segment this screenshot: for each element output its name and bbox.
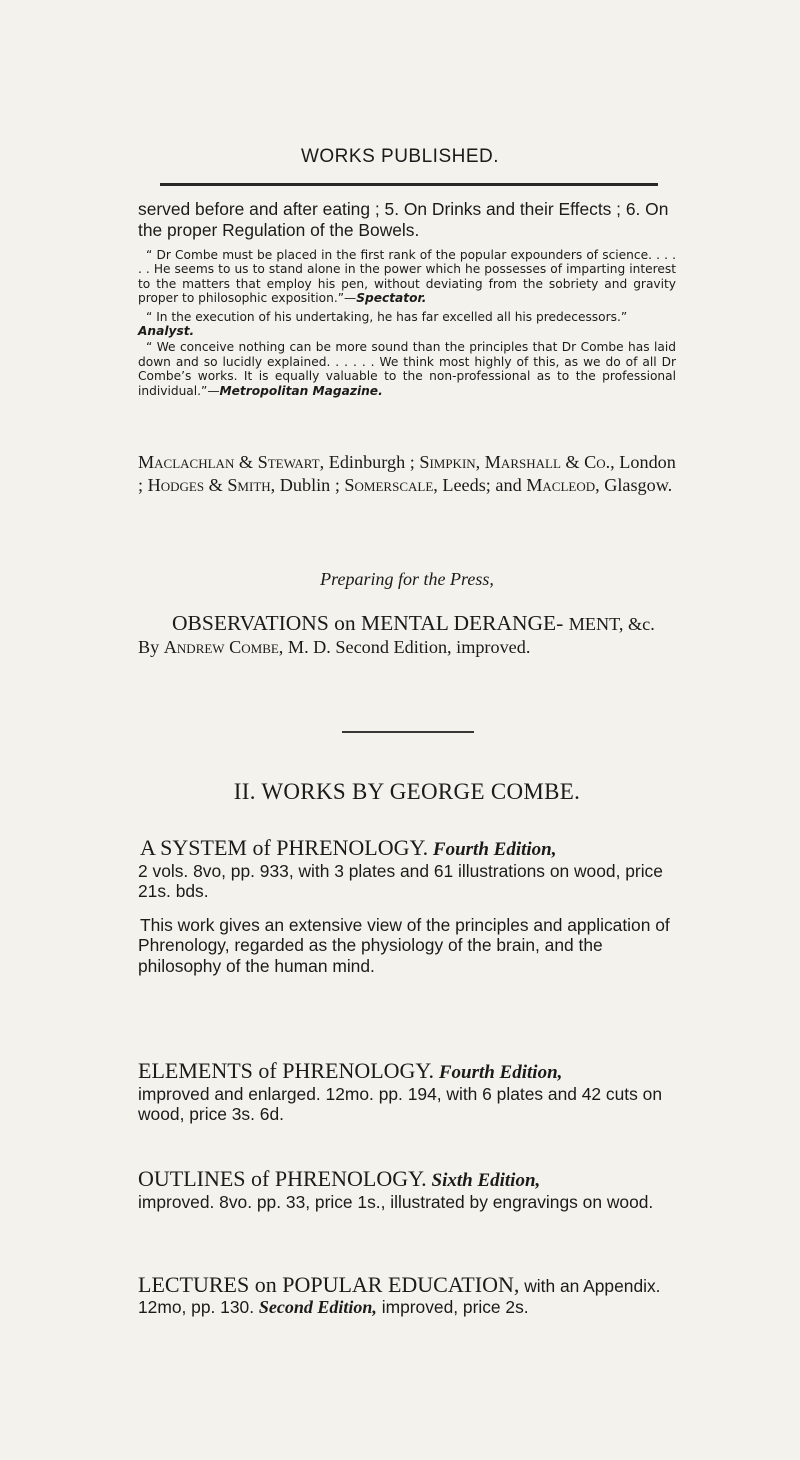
work-details: improved and enlarged. 12mo. pp. 194, with 6 plates and 42 cuts on wood, price 3s. 6d. <box>138 1083 662 1124</box>
work-description: This work gives an extensive view of the principles and application of Phrenology, regarded as the physiology of the brain, and the philosophy of the human mind. <box>138 914 670 976</box>
work-citation <box>138 1272 676 1317</box>
work-entry <box>138 1272 676 1317</box>
running-head: WORKS PUBLISHED. <box>300 146 500 167</box>
continuation-text: served before and after eating ; 5. On Drinks and their Effects ; 6. On the proper Regulation of the Bowels. <box>138 199 669 240</box>
publisher-city: Edinburgh ; <box>324 452 420 472</box>
review-text: “ In the execution of his undertaking, he has far excelled all his predecessors.” <box>146 309 628 324</box>
preparing-label: Preparing for the Press, <box>320 569 494 589</box>
publishers-imprint <box>138 451 676 497</box>
work-title: LECTURES on POPULAR EDUCATION, <box>138 1272 520 1297</box>
publisher-city: Dublin ; <box>275 475 345 495</box>
review-source: Spectator. <box>356 291 427 306</box>
forthcoming-text: MENT, &c. By <box>138 614 655 657</box>
section-rule <box>342 731 474 733</box>
publisher-city: Glasgow. <box>599 475 673 495</box>
forthcoming-entry <box>138 612 676 658</box>
work-entry <box>138 835 676 976</box>
review-text: “ Dr Combe must be placed in the first rank of the popular expounders of science. . . . . . He seems to us to stand alone in the power which he possesses of imparting interest to the matters that employ his pen, without deviating from the sobriety and gravity proper to philosophic exposition.”— <box>138 248 676 306</box>
forthcoming-title: OBSERVATIONS on MENTAL DERANGE- <box>172 611 564 635</box>
publisher-name: Hodges & Smith, <box>147 475 276 495</box>
work-title: A SYSTEM of PHRENOLOGY. <box>140 835 429 860</box>
work-title: OUTLINES of PHRENOLOGY. <box>138 1166 427 1191</box>
publisher-name: Simpkin, Marshall & Co., <box>419 452 615 472</box>
header-rule <box>160 183 658 186</box>
review-source: Metropolitan Magazine. <box>219 383 383 398</box>
work-citation <box>138 1166 676 1212</box>
publisher-city: Leeds; and <box>437 475 527 495</box>
work-entry <box>138 1058 676 1125</box>
review-quote <box>138 310 676 339</box>
work-entry <box>138 1166 676 1212</box>
work-edition: Fourth Edition, <box>432 839 557 860</box>
publisher-name: Maclachlan & Stewart, <box>138 452 325 472</box>
publisher-name: Somerscale, <box>344 475 438 495</box>
work-citation <box>138 835 676 902</box>
publisher-city: London ; <box>138 452 676 495</box>
work-title: ELEMENTS of PHRENOLOGY. <box>138 1058 434 1083</box>
work-details: with an Appendix. 12mo, pp. 130. <box>138 1276 661 1317</box>
work-edition: Second Edition, <box>258 1296 377 1317</box>
work-citation <box>138 1058 676 1125</box>
review-text: “ We conceive nothing can be more sound than the principles that Dr Combe has laid down and so lucidly explained. . . . . . We think most highly of this, as we do of all Dr Combe’s works. It is equally valuable to the non-professional as to the professional individual.”— <box>138 340 676 398</box>
forthcoming-author: Andrew Combe, M. D. <box>163 637 331 657</box>
publishers-block <box>138 451 676 497</box>
section-title: II. WORKS BY GEORGE COMBE. <box>233 779 581 804</box>
review-quote <box>138 340 676 398</box>
continuation-block <box>138 199 676 241</box>
publisher-name: Macleod, <box>526 475 600 495</box>
work-details: improved. 8vo. pp. 33, price 1s., illustrated by engravings on wood. <box>138 1191 654 1212</box>
work-details: improved, price 2s. <box>376 1296 529 1317</box>
section-heading-block <box>138 779 676 805</box>
work-details: 2 vols. 8vo, pp. 933, with 3 plates and 61 illustrations on wood, price 21s. bds. <box>138 860 663 901</box>
review-quote <box>138 248 676 306</box>
work-edition: Fourth Edition, <box>438 1062 563 1083</box>
review-source: Analyst. <box>138 324 195 339</box>
reviews-block <box>138 248 676 398</box>
forthcoming-edition: Second Edition, improved. <box>330 637 531 657</box>
preparing-block <box>138 569 676 658</box>
work-edition: Sixth Edition, <box>431 1170 541 1191</box>
